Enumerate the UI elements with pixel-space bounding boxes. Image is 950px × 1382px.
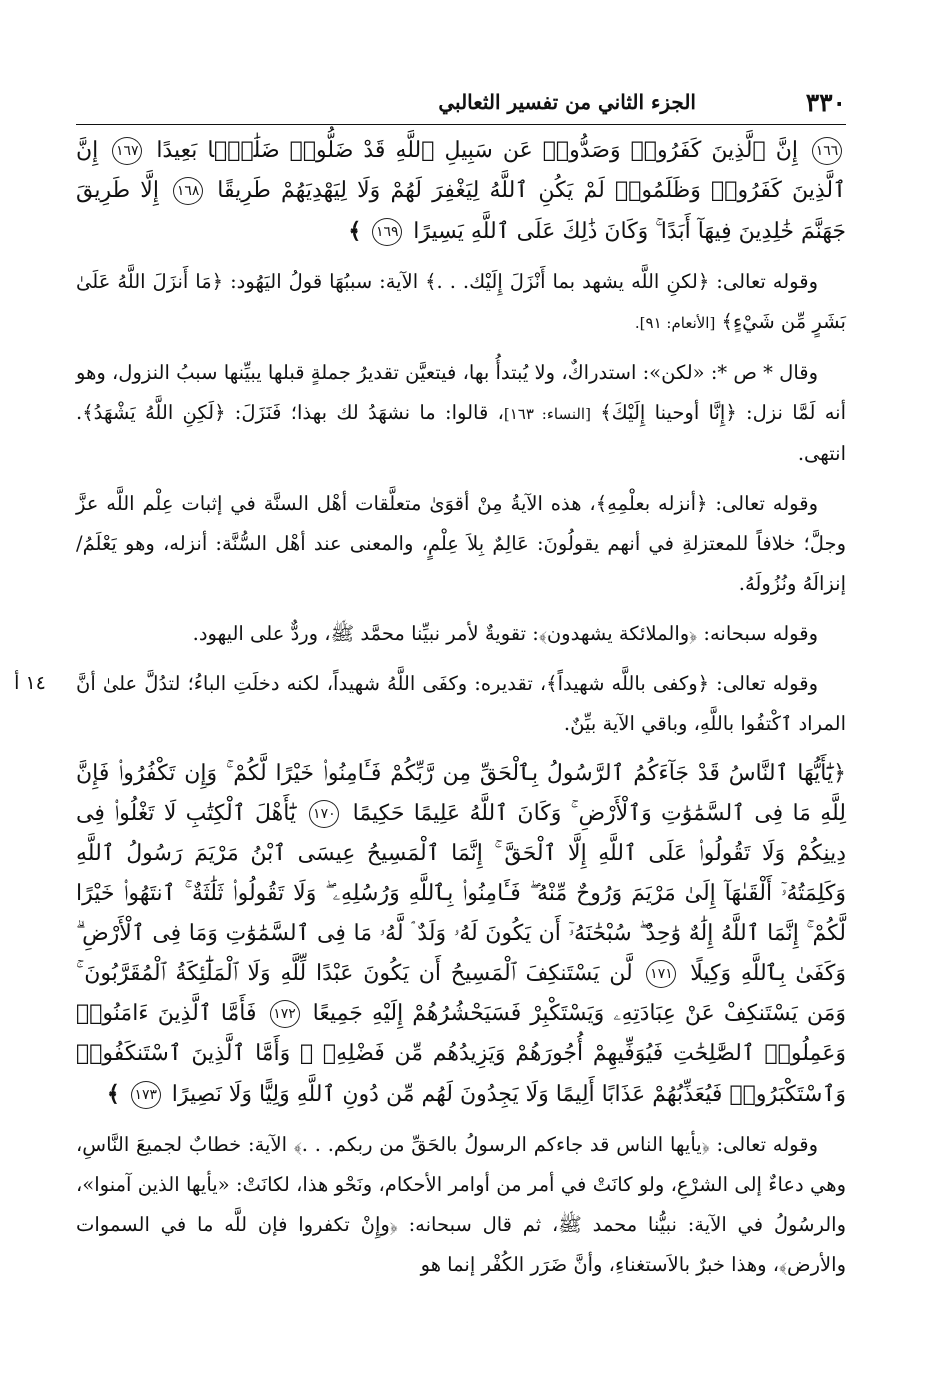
quran-text: لَّن يَسْتَنكِفَ ٱلْمَسِيحُ أَن يَكُونَ عَبْدًا لِّلَّهِ وَلَا ٱلْمَلَٰٓئِكَةُ ٱلْمُقَرَّبُونَ ۚ وَمَن يَسْتَنكِفْ عَنْ عِبَادَتِهِۦ وَيَسْتَكْبِرْ فَسَيَحْشُرُهُمْ إِلَيْهِ جَمِيعًا [76, 961, 846, 1026]
ayah-number-169: ١٦٩ [372, 218, 402, 246]
quran-text: ﴿يَٰٓأَيُّهَا ٱلنَّاسُ قَدْ جَآءَكُمُ ٱلرَّسُولُ بِٱلْحَقِّ مِن رَّبِّكُمْ فَـَٔامِنُوا۟ خَيْرًا لَّكُمْ ۚ وَإِن تَكْفُرُوا۟ فَإِنَّ لِلَّهِ مَا فِى ٱلسَّمَٰوَٰتِ وَٱلْأَرْضِ ۚ وَكَانَ ٱللَّهُ عَلِيمًا حَكِيمًا [76, 761, 847, 826]
paragraph-text: وقوله تعالى: ﴿لكنِ اللَّه يشهد بما أَنْزَلَ إِلَيْك. . .﴾ الآية: سببُهَا قولُ اليَهُود: ﴿مَا أَنزَلَ اللَّهُ عَلَىٰ بَشَرٍ مِّن شَيْءٍ﴾ [76, 270, 846, 333]
ayah-number-166: ١٦٦ [812, 137, 842, 165]
paragraph-text: وقال * ص *: «لكن»: استدراكٌ، ولا يُبتدأُ بها، فيتعيَّن تقديرُ جملةٍ قبلها يبيِّنها سببُ النزول، وهو أنه لَمَّا نزل: ﴿إِنَّا أوحينا إِلَيْكَ﴾ [76, 361, 846, 424]
quran-text: إِنَّ ٱلَّذِينَ كَفَرُوا۟ وَصَدُّوا۟ عَن سَبِيلِ ٱللَّهِ قَدْ ضَلُّوا۟ ضَلَٰلًۢا بَعِيدًا [156, 138, 798, 163]
manuscript-folio-marker: ١٤ أ [14, 672, 46, 694]
commentary-paragraph [76, 353, 846, 474]
ayah-number-172: ١٧٢ [270, 1000, 300, 1028]
commentary-paragraph [76, 1125, 846, 1285]
quran-verses-166-169 [76, 131, 846, 252]
source-reference: [الأنعام: ٩١]. [634, 314, 716, 332]
quran-verses-170-173 [76, 754, 846, 1115]
running-title: الجزء الثاني من تفسير الثعالبي [438, 90, 696, 114]
paragraph-text: وقوله تعالى: ﴿أنزله بعلْمِهِ﴾، هذه الآيةُ مِنْ أقوَىٰ متعلَّقات أهْل السنَّة في إثبات عِلْم اللَّه عزَّ وجلَّ؛ خلافاً للمعتزلةِ في أنهم يقولُونَ: عَالِمٌ بِلاَ عِلْمٍ، والمعنى عند أهْل السُّنَّة: أنزله، وهو يَعْلَمُ/ إنزالَهُ ونُزُولَهُ. [76, 492, 846, 595]
paragraph-text: وقوله سبحانه: ﴿والملائكة يشهدون﴾: تقويةٌ لأمر نبيِّنا محمَّد ﷺ، وردٌّ على اليهود. [192, 622, 818, 645]
ayah-number-173: ١٧٣ [131, 1081, 161, 1109]
source-reference: [النساء: ١٦٣] [503, 405, 591, 423]
commentary-paragraph [76, 484, 846, 604]
quran-text: إِنَّ ٱلَّذِينَ كَفَرُوا۟ وَظَلَمُوا۟ لَمْ يَكُنِ ٱللَّهُ لِيَغْفِرَ لَهُمْ وَلَا لِيَهْدِيَهُمْ طَرِيقًا [76, 138, 847, 203]
page [14, 78, 847, 1338]
paragraph-text: وقوله تعالى: ﴿يأيها الناس قد جاءكم الرسولُ بالحَقِّ من ربكم. . .﴾ الآية: خطابٌ لجميعَ النَّاسِ، وهي دعاءٌ إلى الشرْعِ، ولو كانَتْ في أمر من أوامر الأحكام، ونَحْو هذا، لكانَتْ: «يأيها الذين آمنوا»، والرسُولُ في الآية: نبيُّنا محمد ﷺ، ثم قال سبحانه: ﴿وإِنْ تكفروا فإن للَّه ما في السموات والأرض﴾، وهذا خبرٌ بالاَستغناءِ، وأنَّ ضَرَر الكُفْر إنما هو [76, 1133, 846, 1276]
quran-close-bracket: ﴾ [348, 218, 362, 244]
ayah-number-168: ١٦٨ [173, 177, 203, 205]
quran-text: إِلَّا طَرِيقَ جَهَنَّمَ خَٰلِدِينَ فِيهَآ أَبَدًا ۚ وَكَانَ ذَٰلِكَ عَلَى ٱللَّهِ يَسِيرًا [76, 178, 846, 244]
page-number: ٣٣٠ [805, 88, 846, 117]
ayah-number-170: ١٧٠ [309, 800, 339, 828]
paragraph-text: ، قالوا: ما نشهَدُ لك بهذا؛ فَنَزَلَ: ﴿لَكِنِ اللَّهُ يَشْهَدُ﴾. انتهى. [76, 401, 846, 465]
paragraph-text: وقوله تعالى: ﴿وكفى باللَّه شهيداً﴾، تقديره: وكفَى اللَّهُ شهيداً، لكنه دخلَتِ الباءُ؛ لتدُلَّ علىٰ أنَّ المراد ٱكْتفُوا باللَّهِ، وباقي الآية بيِّنٌ. [76, 672, 846, 735]
commentary-paragraph [76, 262, 846, 343]
ayah-number-167: ١٦٧ [112, 137, 142, 165]
page-header [76, 78, 846, 125]
commentary-paragraph [76, 614, 846, 654]
quran-text: فَأَمَّا ٱلَّذِينَ ءَامَنُوا۟ وَعَمِلُوا۟ ٱلصَّٰلِحَٰتِ فَيُوَفِّيهِمْ أُجُورَهُمْ وَيَزِيدُهُم مِّن فَضْلِهِۦ ۖ وَأَمَّا ٱلَّذِينَ ٱسْتَنكَفُوا۟ وَٱسْتَكْبَرُوا۟ فَيُعَذِّبُهُمْ عَذَابًا أَلِيمًا وَلَا يَجِدُونَ لَهُم مِّن دُونِ ٱللَّهِ وَلِيًّا وَلَا نَصِيرًا [76, 1001, 846, 1107]
ayah-number-171: ١٧١ [646, 960, 676, 988]
quran-text: يَٰٓأَهْلَ ٱلْكِتَٰبِ لَا تَغْلُوا۟ فِى دِينِكُمْ وَلَا تَقُولُوا۟ عَلَى ٱللَّهِ إِلَّا ٱلْحَقَّ ۚ إِنَّمَا ٱلْمَسِيحُ عِيسَى ٱبْنُ مَرْيَمَ رَسُولُ ٱللَّهِ وَكَلِمَتُهُۥٓ أَلْقَىٰهَآ إِلَىٰ مَرْيَمَ وَرُوحٌ مِّنْهُ ۖ فَـَٔامِنُوا۟ بِٱللَّهِ وَرُسُلِهِۦ ۖ وَلَا تَقُولُوا۟ ثَلَٰثَةٌ ۚ ٱنتَهُوا۟ خَيْرًا لَّكُمْ ۚ إِنَّمَا ٱللَّهُ إِلَٰهٌ وَٰحِدٌ ۖ سُبْحَٰنَهُۥٓ أَن يَكُونَ لَهُۥ وَلَدٌ ۘ لَّهُۥ مَا فِى ٱلسَّمَٰوَٰتِ وَمَا فِى ٱلْأَرْضِ ۗ وَكَفَىٰ بِٱللَّهِ وَكِيلًا [76, 801, 846, 986]
commentary-paragraph [76, 664, 846, 744]
quran-close-bracket: ﴾ [106, 1081, 120, 1107]
